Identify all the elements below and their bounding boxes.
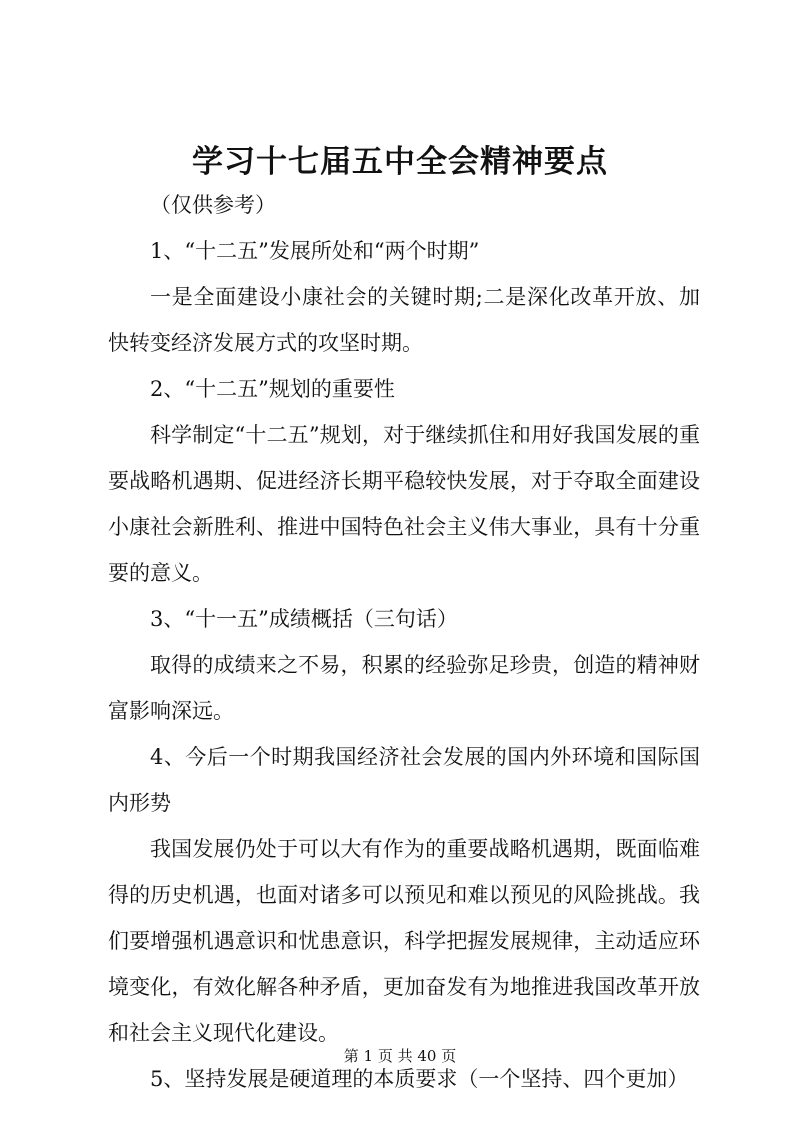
heading-2: 2、“十二五”规划的重要性 — [150, 377, 395, 401]
heading-5: 5、坚持发展是硬道理的本质要求（一个坚持、四个更加） — [150, 1067, 689, 1091]
heading-4: 4、今后一个时期我国经济社会发展的国内外环境和国际国内形势 — [108, 745, 700, 815]
paragraph-3: 取得的成绩来之不易，积累的经验弥足珍贵，创造的精神财富影响深远。 — [108, 653, 700, 723]
paragraph-4: 我国发展仍处于可以大有作为的重要战略机遇期，既面临难得的历史机遇，也面对诸多可以预见和难以预见的风险挑战。我们要增强机遇意识和忧患意识，科学把握发展规律，主动适应环境变化，有效化解各种矛盾，更加奋发有为地推进我国改革开放和社会主义现代化建设。 — [108, 837, 700, 1045]
page-number-footer: 第 1 页 共 40 页 — [343, 1047, 457, 1065]
heading-3: 3、“十一五”成绩概括（三句话） — [150, 607, 458, 631]
document-body — [108, 182, 700, 1102]
document-title: 学习十七届五中全会精神要点 — [192, 144, 608, 180]
heading-1: 1、“十二五”发展所处和“两个时期” — [150, 239, 480, 263]
paragraph-2: 科学制定“十二五”规划，对于继续抓住和用好我国发展的重要战略机遇期、促进经济长期平稳较快发展，对于夺取全面建设小康社会新胜利、推进中国特色社会主义伟大事业，具有十分重要的意义。 — [108, 423, 700, 585]
reference-note: （仅供参考） — [150, 193, 276, 217]
paragraph-1: 一是全面建设小康社会的关键时期;二是深化改革开放、加快转变经济发展方式的攻坚时期。 — [108, 285, 700, 355]
